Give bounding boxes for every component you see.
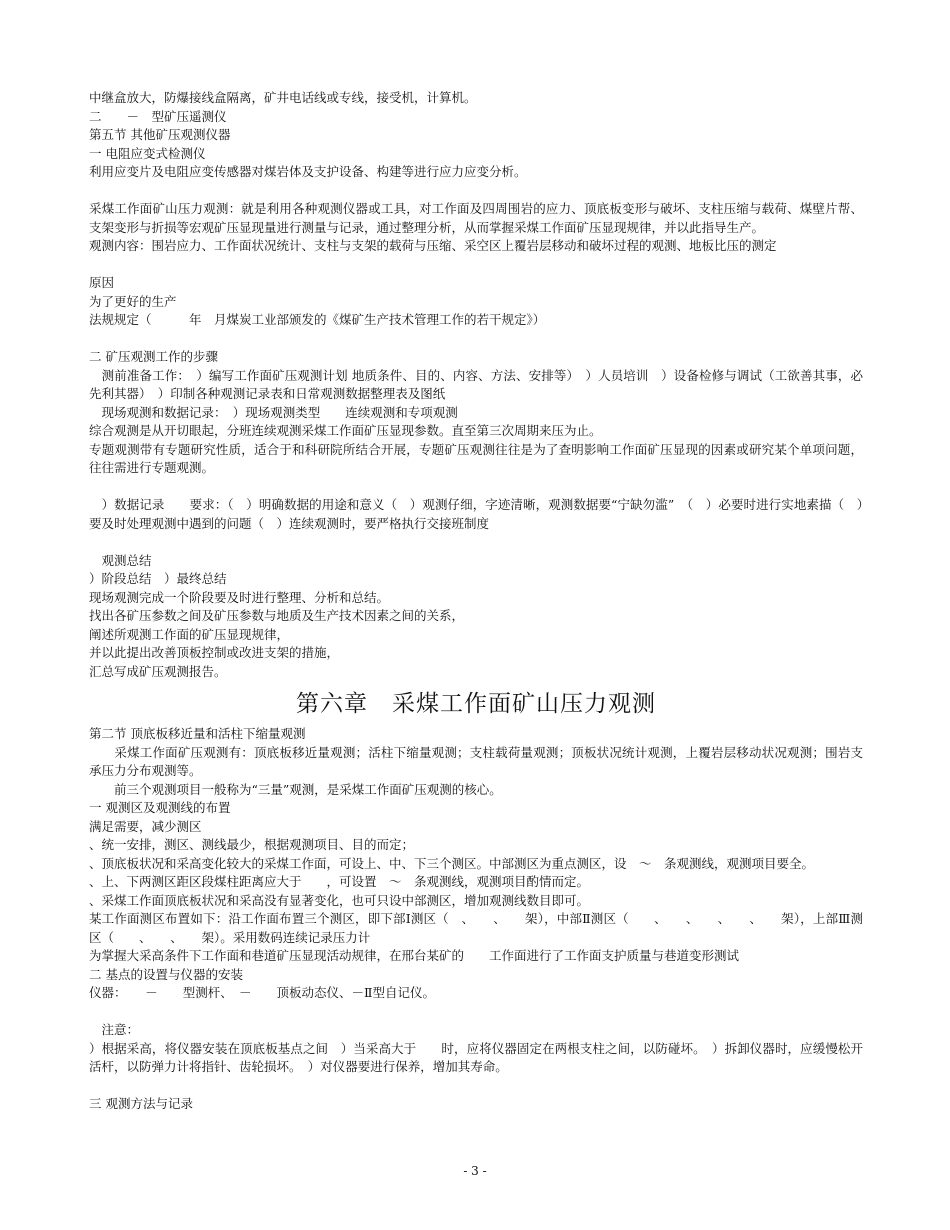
section2-paragraph-2: 前三个观测项目一般称为“三量”观测，是采煤工作面矿压观测的核心。 [89, 781, 502, 797]
text-line-relay: 中继盒放大，防爆接线盒隔离，矿井电话线或专线，接受机，计算机。 [89, 90, 477, 105]
steps-comprehensive: 综合观测是从开切眼起，分班连续观测采煤工作面矿压显现参数。直至第三次周期来压为止。 [89, 423, 602, 438]
summary-heading: 观测总结 [89, 552, 152, 568]
reason-heading: 原因 [89, 275, 115, 290]
steps-preparation: 测前准备工作： ）编写工作面矿压观测计划 地质条件、目的、内容、方法、安排等） ）人员培训 ）设备检修与调试（工欲善其事，必先利其器） ）印制各种观测记录表和日常观测数据整理表及图纸 [89, 367, 863, 401]
base-heading: 二 基点的设置与仪器的安装 [89, 966, 243, 982]
zone-need: 满足需要，减少测区 [89, 818, 202, 834]
steps-special: 专题观测带有专题研究性质，适合于和科研院所结合开展，专题矿压观测往往是为了查明影响工作面矿压显现的因素或研究某个单项问题，往往需进行专题观测。 [89, 441, 863, 475]
steps-heading: 二 矿压观测工作的步骤 [89, 349, 218, 364]
zone-item-2: 、顶底板状况和采高变化较大的采煤工作面，可设上、中、下三个测区。中部测区为重点测区，设 ～ 条观测线，观测项目要全。 [89, 855, 815, 871]
blank-line [89, 1077, 863, 1096]
data-record-paragraph: ）数据记录 要求：（ ）明确数据的用途和意义（ ）观测仔细，字迹清晰，观测数据要“宁缺勿滥” （ ）必要时进行实地素描（ ）要及时处理观测中遇到的问题（ ）连续观测时，要严格执行交接班制度 [89, 497, 863, 531]
subheading-strain-gauge: 一 电阻应变式检测仪 [89, 145, 206, 161]
reason-line-production: 为了更好的生产 [89, 293, 177, 309]
page-number: - 3 - [463, 1164, 487, 1178]
zone-heading: 一 观测区及观测线的布置 [89, 800, 231, 815]
definition-paragraph: 采煤工作面矿山压力观测：就是利用各种观测仪器或工具，对工作面及四周围岩的应力、顶底板变形与破坏、支柱压缩与载荷、煤壁片帮、支架变形与折损等宏观矿压显现量进行测量与记录，通过整理分析，从而掌握采煤工作面矿压显现规律，并以此指导生产。 [89, 201, 863, 235]
observation-content-paragraph: 观测内容：围岩应力、工作面状况统计、支柱与支架的载荷与压缩、采空区上覆岩层移动和破坏过程的观测、地板比压的测定 [89, 238, 777, 253]
summary-line-4: 并以此提出改善顶板控制或改进支架的措施， [89, 645, 340, 660]
summary-line-3: 阐述所观测工作面的矿压显现规律， [89, 626, 290, 642]
summary-line-5: 汇总写成矿压观测报告。 [89, 663, 227, 679]
blank-line [89, 330, 863, 349]
blank-line [89, 256, 863, 275]
section2-paragraph-1: 采煤工作面矿压观测有：顶底板移近量观测；活柱下缩量观测；支柱载荷量观测；顶板状况统计观测，上覆岩层移动状况观测；围岩支承压力分布观测等。 [89, 744, 863, 778]
zone-example: 某工作面测区布置如下：沿工作面布置三个测区，即下部Ⅰ测区（ 、 、 架），中部Ⅱ测区（ 、 、 、 、 架），上部Ⅲ测区（ 、 、 架）。采用数码连续记录压力计 [89, 911, 863, 945]
reason-line-regulation: 法规规定（ 年 月煤炭工业部颁发的《煤矿生产技术管理工作的若干规定》） [89, 312, 546, 327]
page-content [89, 89, 863, 1114]
chapter-title: 第六章 采煤工作面矿山压力观测 [296, 691, 656, 717]
zone-item-1: 、统一安排，测区、测线最少，根据观测项目、目的而定； [89, 837, 415, 852]
steps-site-observation: 现场观测和数据记录： ）现场观测类型 连续观测和专项观测 [89, 404, 458, 420]
blank-line [89, 533, 863, 552]
blank-line [89, 182, 863, 201]
text-line-strain: 利用应变片及电阻应变传感器对煤岩体及支护设备、构建等进行应力应变分析。 [89, 164, 527, 179]
method-heading: 三 观测方法与记录 [89, 1096, 193, 1111]
zone-example-2: 为掌握大采高条件下工作面和巷道矿压显现活动规律，在邢台某矿的 工作面进行了工作面支护质量与巷道变形测试 [89, 948, 740, 963]
section-heading-2: 第二节 顶底板移近量和活柱下缩量观测 [89, 726, 306, 741]
blank-line [89, 478, 863, 497]
zone-item-4: 、采煤工作面顶底板状况和采高没有显著变化，也可只设中部测区，增加观测线数目即可。 [89, 892, 590, 908]
instrument-line: 仪器： － 型测杆、 － 顶板动态仪、－Ⅱ型自记仪。 [89, 985, 435, 1000]
summary-line-2: 找出各矿压参数之间及矿压参数与地质及生产技术因素之间的关系， [89, 608, 465, 623]
summary-line-1: 现场观测完成一个阶段要及时进行整理、分析和总结。 [89, 589, 390, 605]
text-line-telemetry: 二 － 型矿压遥测仪 [89, 108, 227, 124]
notes-heading: 注意： [89, 1022, 140, 1037]
zone-item-3: 、上、下两测区距区段煤柱距离应大于 ，可设置 ～ 条观测线，观测项目酌情而定。 [89, 874, 590, 889]
blank-line [89, 1003, 863, 1022]
summary-stages: ）阶段总结 ）最终总结 [89, 571, 227, 586]
notes-paragraph: ）根据采高，将仪器安装在顶底板基点之间 ）当采高大于 时，应将仪器固定在两根支柱之间，以防碰坏。 ）拆卸仪器时，应缓慢松开活杆，以防弹力计将指针、齿轮损坏。 ）对仪器要进行保养，增加其寿命。 [89, 1040, 863, 1074]
section-heading-5: 第五节 其他矿压观测仪器 [89, 127, 231, 142]
